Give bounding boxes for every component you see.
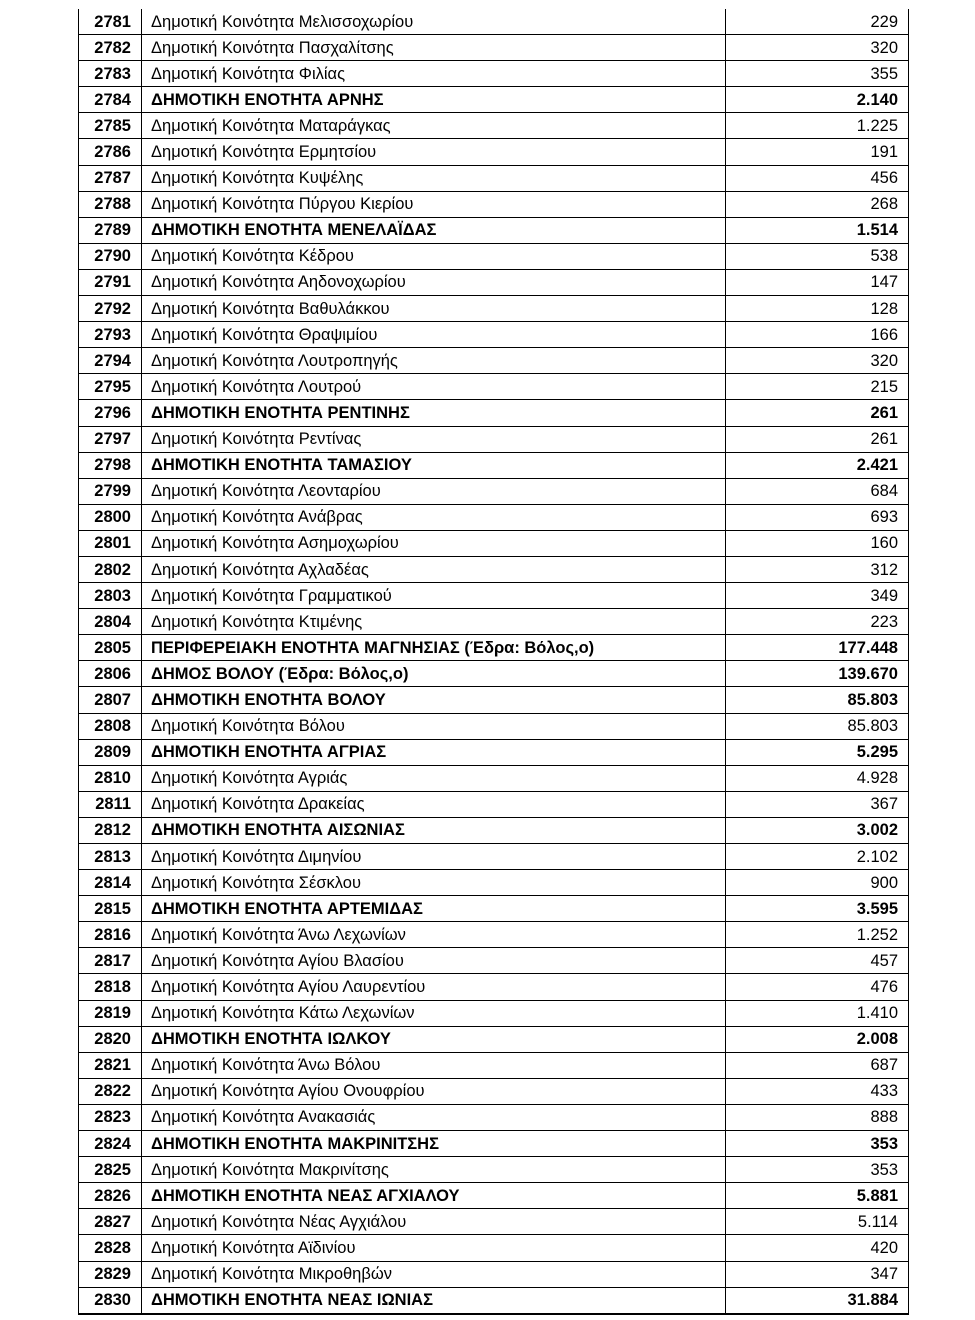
area-name-cell: ΔΗΜΟΤΙΚΗ ΕΝΟΤΗΤΑ ΑΡΤΕΜΙΔΑΣ <box>142 896 726 922</box>
table-row <box>79 191 909 217</box>
row-number-cell: 2823 <box>79 1104 142 1130</box>
area-name-cell: Δημοτική Κοινότητα Ερμητσίου <box>142 139 726 165</box>
table-row <box>79 791 909 817</box>
area-name-cell: Δημοτική Κοινότητα Αηδονοχωρίου <box>142 269 726 295</box>
population-cell: 139.670 <box>726 661 909 687</box>
table-row <box>79 61 909 87</box>
population-cell: 2.421 <box>726 452 909 478</box>
table-row <box>79 35 909 61</box>
area-name-cell: Δημοτική Κοινότητα Λουτροπηγής <box>142 348 726 374</box>
row-number-cell: 2792 <box>79 296 142 322</box>
area-name-cell: Δημοτική Κοινότητα Πασχαλίτσης <box>142 35 726 61</box>
population-cell: 3.002 <box>726 817 909 843</box>
table-row-subtotal <box>79 687 909 713</box>
table-row <box>79 269 909 295</box>
population-cell: 268 <box>726 191 909 217</box>
row-number-cell: 2802 <box>79 556 142 582</box>
row-number-cell: 2788 <box>79 191 142 217</box>
row-number-cell: 2827 <box>79 1209 142 1235</box>
table-row <box>79 504 909 530</box>
table-row <box>79 1209 909 1235</box>
table-row <box>79 296 909 322</box>
table-row <box>79 922 909 948</box>
table-row <box>79 974 909 1000</box>
population-cell: 2.008 <box>726 1026 909 1052</box>
population-cell: 215 <box>726 374 909 400</box>
table-row-subtotal <box>79 661 909 687</box>
area-name-cell: Δημοτική Κοινότητα Ρεντίνας <box>142 426 726 452</box>
table-row <box>79 583 909 609</box>
row-number-cell: 2817 <box>79 948 142 974</box>
population-cell: 2.102 <box>726 844 909 870</box>
row-number-cell: 2798 <box>79 452 142 478</box>
area-name-cell: Δημοτική Κοινότητα Μικροθηβών <box>142 1261 726 1287</box>
table-row <box>79 243 909 269</box>
row-number-cell: 2824 <box>79 1131 142 1157</box>
area-name-cell: Δημοτική Κοινότητα Θραψιμίου <box>142 322 726 348</box>
table-row-subtotal <box>79 896 909 922</box>
area-name-cell: Δημοτική Κοινότητα Ματαράγκας <box>142 113 726 139</box>
row-number-cell: 2806 <box>79 661 142 687</box>
population-cell: 420 <box>726 1235 909 1261</box>
table-row-subtotal <box>79 739 909 765</box>
area-name-cell: ΔΗΜΟΤΙΚΗ ΕΝΟΤΗΤΑ ΑΓΡΙΑΣ <box>142 739 726 765</box>
area-name-cell: Δημοτική Κοινότητα Βαθυλάκκου <box>142 296 726 322</box>
population-cell: 888 <box>726 1104 909 1130</box>
table-row-subtotal <box>79 400 909 426</box>
row-number-cell: 2787 <box>79 165 142 191</box>
row-number-cell: 2813 <box>79 844 142 870</box>
area-name-cell: ΔΗΜΟΤΙΚΗ ΕΝΟΤΗΤΑ ΝΕΑΣ ΑΓΧΙΑΛΟΥ <box>142 1183 726 1209</box>
row-number-cell: 2821 <box>79 1052 142 1078</box>
population-cell: 166 <box>726 322 909 348</box>
population-table <box>78 9 909 1315</box>
row-number-cell: 2805 <box>79 635 142 661</box>
population-cell: 4.928 <box>726 765 909 791</box>
area-name-cell: Δημοτική Κοινότητα Διμηνίου <box>142 844 726 870</box>
row-number-cell: 2812 <box>79 817 142 843</box>
row-number-cell: 2801 <box>79 530 142 556</box>
table-row <box>79 1235 909 1261</box>
table-row <box>79 1104 909 1130</box>
table-row <box>79 9 909 35</box>
area-name-cell: ΔΗΜΟΤΙΚΗ ΕΝΟΤΗΤΑ ΡΕΝΤΙΝΗΣ <box>142 400 726 426</box>
area-name-cell: Δημοτική Κοινότητα Ανακασιάς <box>142 1104 726 1130</box>
table-row <box>79 844 909 870</box>
population-cell: 5.881 <box>726 1183 909 1209</box>
population-cell: 1.410 <box>726 1000 909 1026</box>
population-cell: 320 <box>726 35 909 61</box>
row-number-cell: 2819 <box>79 1000 142 1026</box>
row-number-cell: 2793 <box>79 322 142 348</box>
population-cell: 353 <box>726 1157 909 1183</box>
table-row <box>79 113 909 139</box>
population-cell: 355 <box>726 61 909 87</box>
population-cell: 457 <box>726 948 909 974</box>
area-name-cell: Δημοτική Κοινότητα Άνω Βόλου <box>142 1052 726 1078</box>
area-name-cell: Δημοτική Κοινότητα Πύργου Κιερίου <box>142 191 726 217</box>
area-name-cell: Δημοτική Κοινότητα Ασημοχωρίου <box>142 530 726 556</box>
table-row <box>79 322 909 348</box>
table-row <box>79 713 909 739</box>
population-cell: 347 <box>726 1261 909 1287</box>
area-name-cell: Δημοτική Κοινότητα Ανάβρας <box>142 504 726 530</box>
population-cell: 85.803 <box>726 713 909 739</box>
population-cell: 693 <box>726 504 909 530</box>
population-cell: 1.252 <box>726 922 909 948</box>
row-number-cell: 2826 <box>79 1183 142 1209</box>
table-row-subtotal <box>79 87 909 113</box>
population-cell: 476 <box>726 974 909 1000</box>
row-number-cell: 2818 <box>79 974 142 1000</box>
area-name-cell: Δημοτική Κοινότητα Κάτω Λεχωνίων <box>142 1000 726 1026</box>
row-number-cell: 2796 <box>79 400 142 426</box>
row-number-cell: 2814 <box>79 870 142 896</box>
row-number-cell: 2808 <box>79 713 142 739</box>
table-row <box>79 530 909 556</box>
area-name-cell: Δημοτική Κοινότητα Νέας Αγχιάλου <box>142 1209 726 1235</box>
row-number-cell: 2800 <box>79 504 142 530</box>
area-name-cell: ΔΗΜΟΤΙΚΗ ΕΝΟΤΗΤΑ ΑΙΣΩΝΙΑΣ <box>142 817 726 843</box>
area-name-cell: Δημοτική Κοινότητα Αγριάς <box>142 765 726 791</box>
population-cell: 147 <box>726 269 909 295</box>
row-number-cell: 2816 <box>79 922 142 948</box>
area-name-cell: Δημοτική Κοινότητα Αχλαδέας <box>142 556 726 582</box>
population-cell: 1.514 <box>726 217 909 243</box>
table-row <box>79 426 909 452</box>
population-cell: 191 <box>726 139 909 165</box>
area-name-cell: Δημοτική Κοινότητα Δρακείας <box>142 791 726 817</box>
table-row <box>79 374 909 400</box>
table-row <box>79 1261 909 1287</box>
population-cell: 160 <box>726 530 909 556</box>
area-name-cell: Δημοτική Κοινότητα Λουτρού <box>142 374 726 400</box>
population-cell: 261 <box>726 400 909 426</box>
row-number-cell: 2815 <box>79 896 142 922</box>
table-row <box>79 609 909 635</box>
population-cell: 320 <box>726 348 909 374</box>
table-row <box>79 1157 909 1183</box>
table-row-subtotal <box>79 217 909 243</box>
area-name-cell: Δημοτική Κοινότητα Σέσκλου <box>142 870 726 896</box>
population-cell: 31.884 <box>726 1287 909 1314</box>
population-cell: 367 <box>726 791 909 817</box>
population-cell: 1.225 <box>726 113 909 139</box>
area-name-cell: ΔΗΜΟΤΙΚΗ ΕΝΟΤΗΤΑ ΝΕΑΣ ΙΩΝΙΑΣ <box>142 1287 726 1314</box>
area-name-cell: Δημοτική Κοινότητα Κτιμένης <box>142 609 726 635</box>
row-number-cell: 2785 <box>79 113 142 139</box>
table-row-subtotal <box>79 1183 909 1209</box>
area-name-cell: Δημοτική Κοινότητα Μελισσοχωρίου <box>142 9 726 35</box>
population-cell: 5.114 <box>726 1209 909 1235</box>
row-number-cell: 2791 <box>79 269 142 295</box>
population-cell: 85.803 <box>726 687 909 713</box>
row-number-cell: 2782 <box>79 35 142 61</box>
area-name-cell: ΔΗΜΟΣ ΒΟΛΟΥ (Έδρα: Βόλος,ο) <box>142 661 726 687</box>
area-name-cell: ΔΗΜΟΤΙΚΗ ΕΝΟΤΗΤΑ ΙΩΛΚΟΥ <box>142 1026 726 1052</box>
table-row <box>79 948 909 974</box>
population-cell: 3.595 <box>726 896 909 922</box>
population-cell: 538 <box>726 243 909 269</box>
table-row-subtotal <box>79 452 909 478</box>
area-name-cell: Δημοτική Κοινότητα Λεονταρίου <box>142 478 726 504</box>
row-number-cell: 2811 <box>79 791 142 817</box>
area-name-cell: ΔΗΜΟΤΙΚΗ ΕΝΟΤΗΤΑ ΜΑΚΡΙΝΙΤΣΗΣ <box>142 1131 726 1157</box>
area-name-cell: Δημοτική Κοινότητα Μακρινίτσης <box>142 1157 726 1183</box>
table-row <box>79 556 909 582</box>
row-number-cell: 2810 <box>79 765 142 791</box>
table-row <box>79 1078 909 1104</box>
row-number-cell: 2797 <box>79 426 142 452</box>
row-number-cell: 2799 <box>79 478 142 504</box>
table-row <box>79 348 909 374</box>
area-name-cell: Δημοτική Κοινότητα Κυψέλης <box>142 165 726 191</box>
row-number-cell: 2789 <box>79 217 142 243</box>
population-cell: 312 <box>726 556 909 582</box>
area-name-cell: Δημοτική Κοινότητα Άνω Λεχωνίων <box>142 922 726 948</box>
area-name-cell: ΠΕΡΙΦΕΡΕΙΑΚΗ ΕΝΟΤΗΤΑ ΜΑΓΝΗΣΙΑΣ (Έδρα: Βόλος,ο) <box>142 635 726 661</box>
population-cell: 2.140 <box>726 87 909 113</box>
population-cell: 353 <box>726 1131 909 1157</box>
table-row <box>79 870 909 896</box>
area-name-cell: Δημοτική Κοινότητα Αγίου Βλασίου <box>142 948 726 974</box>
area-name-cell: Δημοτική Κοινότητα Αϊδινίου <box>142 1235 726 1261</box>
table-row <box>79 1052 909 1078</box>
population-cell: 128 <box>726 296 909 322</box>
table-row-subtotal <box>79 1287 909 1314</box>
row-number-cell: 2825 <box>79 1157 142 1183</box>
area-name-cell: ΔΗΜΟΤΙΚΗ ΕΝΟΤΗΤΑ ΑΡΝΗΣ <box>142 87 726 113</box>
population-cell: 684 <box>726 478 909 504</box>
area-name-cell: Δημοτική Κοινότητα Αγίου Λαυρεντίου <box>142 974 726 1000</box>
row-number-cell: 2807 <box>79 687 142 713</box>
row-number-cell: 2790 <box>79 243 142 269</box>
row-number-cell: 2794 <box>79 348 142 374</box>
area-name-cell: ΔΗΜΟΤΙΚΗ ΕΝΟΤΗΤΑ ΜΕΝΕΛΑΪΔΑΣ <box>142 217 726 243</box>
population-cell: 349 <box>726 583 909 609</box>
population-cell: 223 <box>726 609 909 635</box>
area-name-cell: ΔΗΜΟΤΙΚΗ ΕΝΟΤΗΤΑ ΤΑΜΑΣΙΟΥ <box>142 452 726 478</box>
area-name-cell: Δημοτική Κοινότητα Κέδρου <box>142 243 726 269</box>
population-cell: 261 <box>726 426 909 452</box>
row-number-cell: 2804 <box>79 609 142 635</box>
population-cell: 687 <box>726 1052 909 1078</box>
table-row <box>79 478 909 504</box>
population-table-body <box>79 9 909 1314</box>
row-number-cell: 2786 <box>79 139 142 165</box>
table-row-subtotal <box>79 1131 909 1157</box>
population-cell: 456 <box>726 165 909 191</box>
area-name-cell: Δημοτική Κοινότητα Βόλου <box>142 713 726 739</box>
row-number-cell: 2781 <box>79 9 142 35</box>
table-row <box>79 165 909 191</box>
area-name-cell: Δημοτική Κοινότητα Αγίου Ονουφρίου <box>142 1078 726 1104</box>
row-number-cell: 2809 <box>79 739 142 765</box>
table-row <box>79 1000 909 1026</box>
table-row <box>79 139 909 165</box>
population-cell: 177.448 <box>726 635 909 661</box>
population-cell: 5.295 <box>726 739 909 765</box>
row-number-cell: 2820 <box>79 1026 142 1052</box>
row-number-cell: 2822 <box>79 1078 142 1104</box>
table-row <box>79 765 909 791</box>
population-cell: 900 <box>726 870 909 896</box>
row-number-cell: 2784 <box>79 87 142 113</box>
row-number-cell: 2829 <box>79 1261 142 1287</box>
area-name-cell: ΔΗΜΟΤΙΚΗ ΕΝΟΤΗΤΑ ΒΟΛΟΥ <box>142 687 726 713</box>
row-number-cell: 2783 <box>79 61 142 87</box>
area-name-cell: Δημοτική Κοινότητα Φιλίας <box>142 61 726 87</box>
population-cell: 433 <box>726 1078 909 1104</box>
table-row-subtotal <box>79 1026 909 1052</box>
population-cell: 229 <box>726 9 909 35</box>
area-name-cell: Δημοτική Κοινότητα Γραμματικού <box>142 583 726 609</box>
row-number-cell: 2795 <box>79 374 142 400</box>
table-row-subtotal <box>79 817 909 843</box>
table-row-subtotal <box>79 635 909 661</box>
row-number-cell: 2830 <box>79 1287 142 1314</box>
row-number-cell: 2828 <box>79 1235 142 1261</box>
row-number-cell: 2803 <box>79 583 142 609</box>
